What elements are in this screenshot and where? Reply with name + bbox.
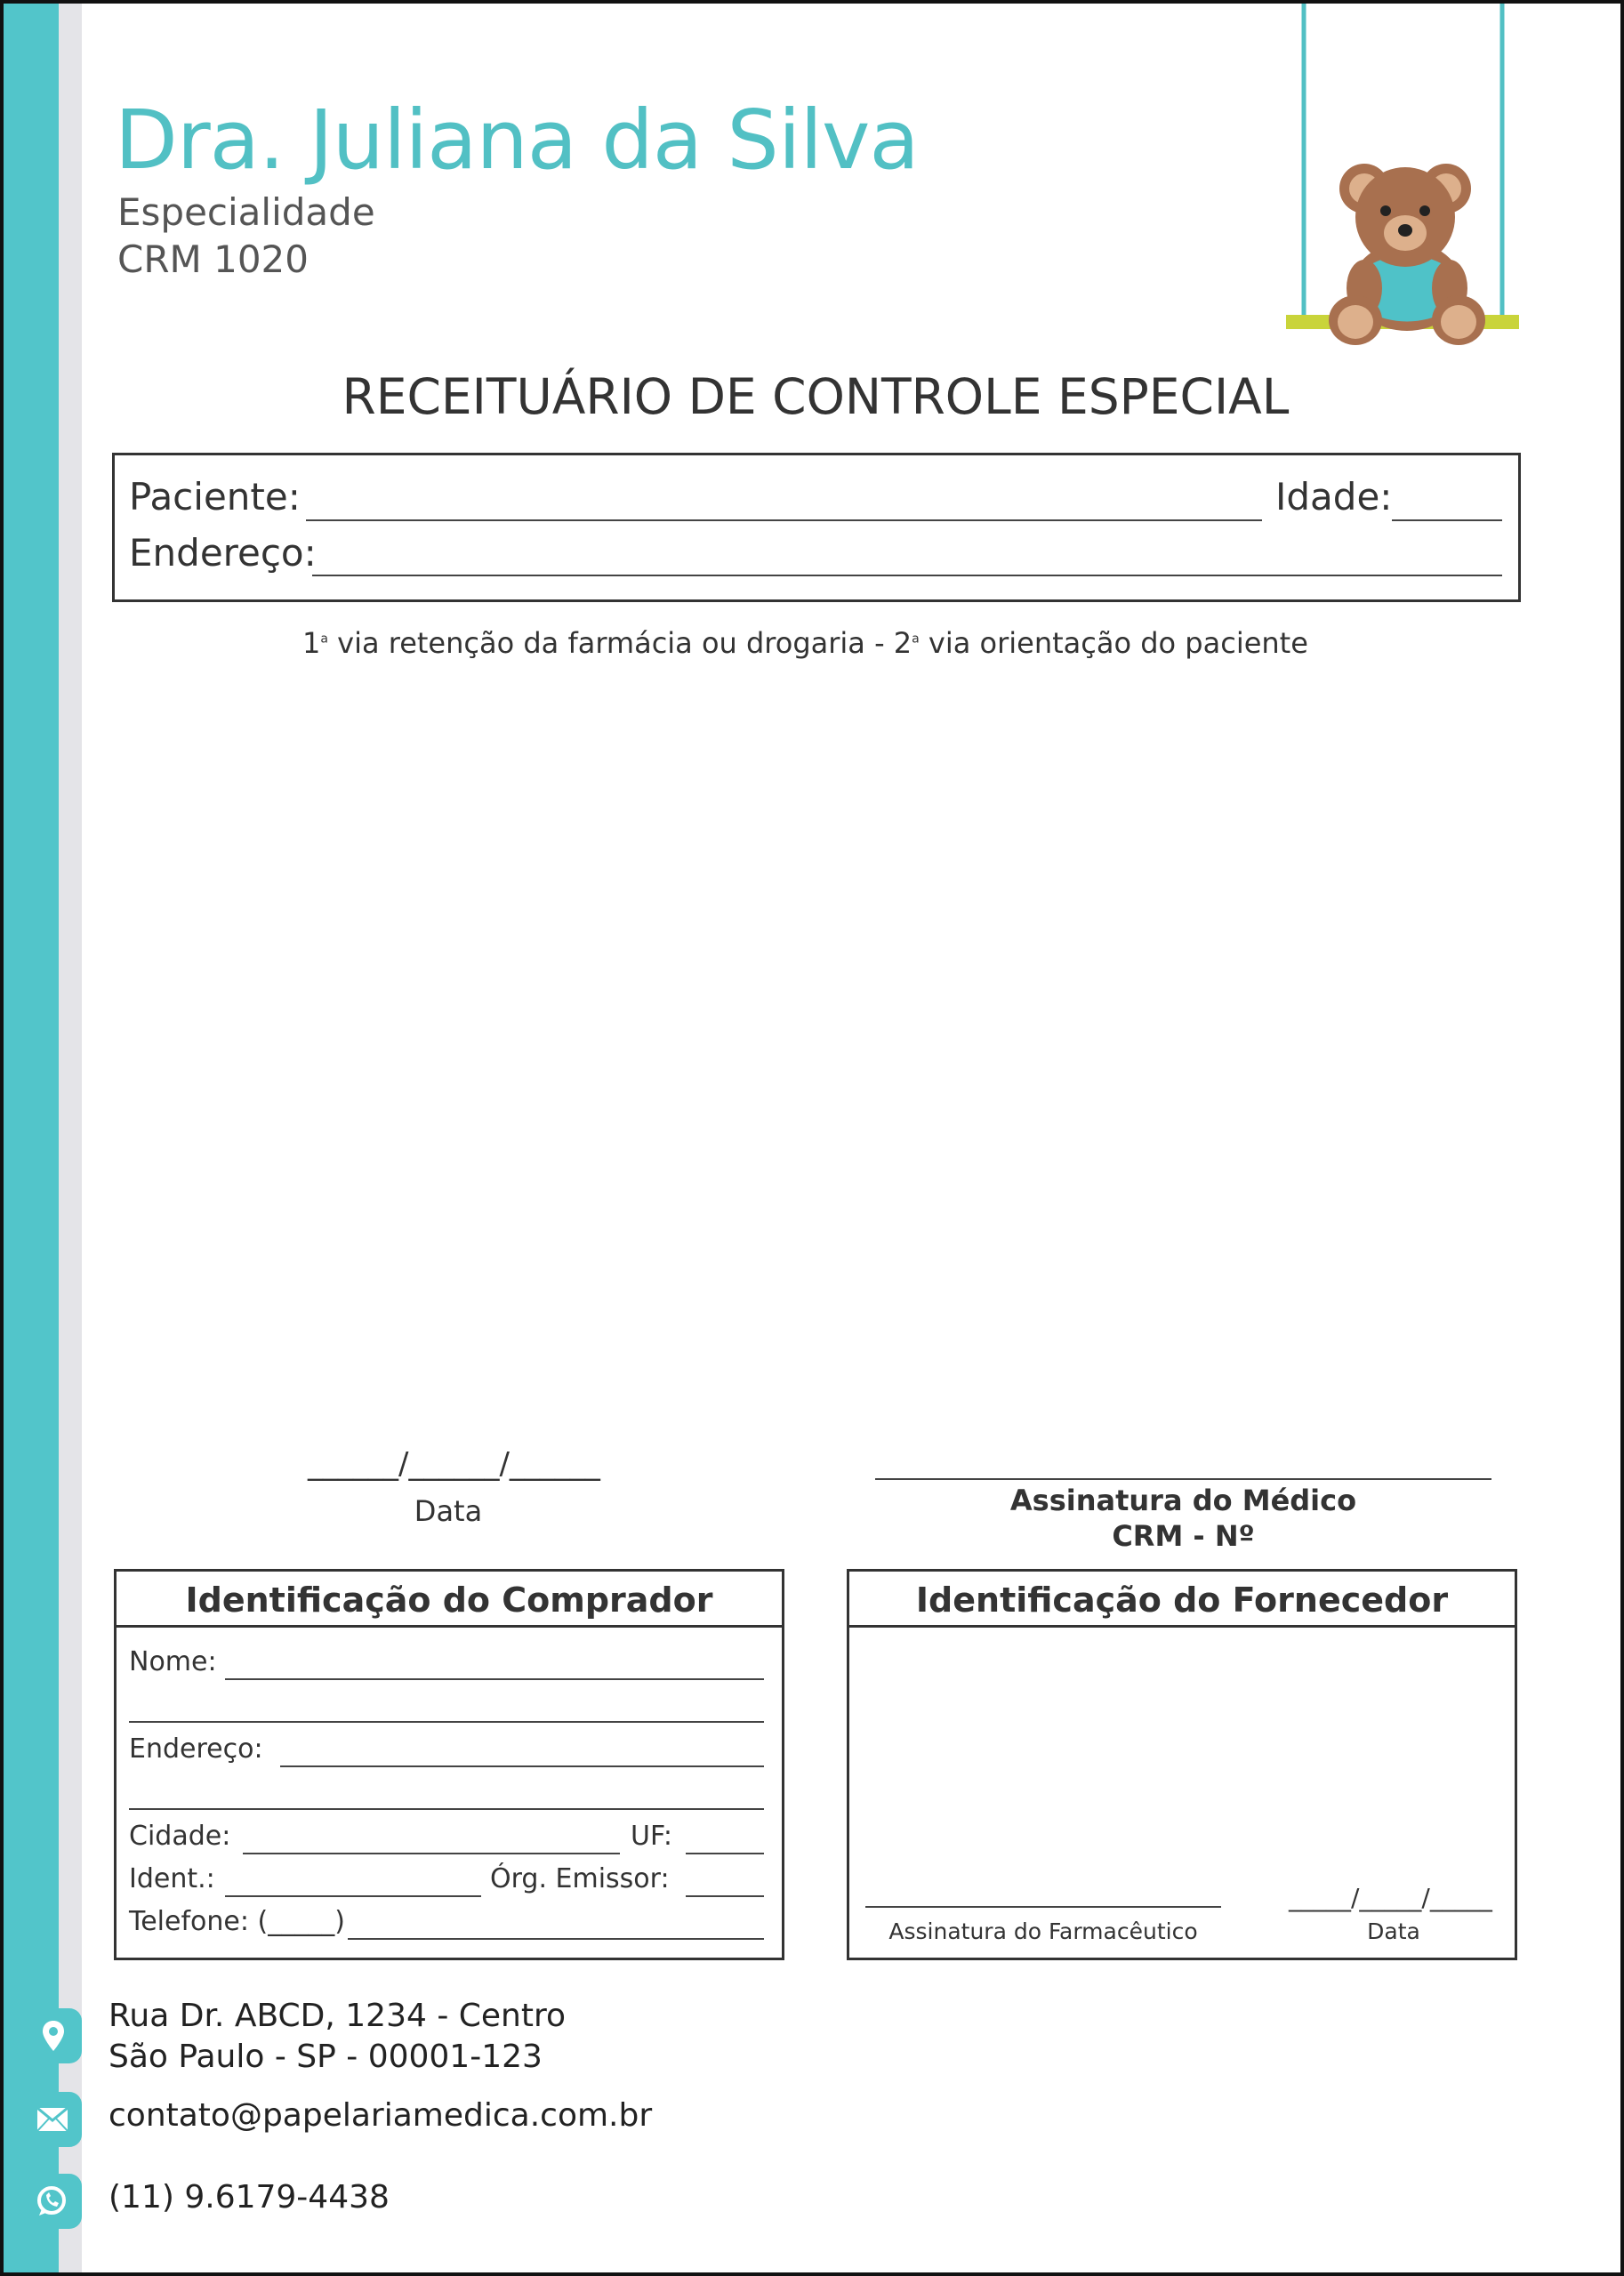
buyer-address-label: Endereço: <box>129 1733 263 1765</box>
via-note: 1$^a$ via retenção da farmácia ou drogaria - 2$^a$ via orientação do paciente <box>302 626 1308 660</box>
buyer-issuer-field[interactable] <box>686 1895 764 1897</box>
crm-label: CRM - Nº <box>1112 1519 1255 1553</box>
buyer-phone-label: Telefone: (_____) <box>129 1906 345 1937</box>
buyer-ident-field[interactable] <box>225 1895 481 1897</box>
prescription-area[interactable] <box>112 680 1521 1427</box>
buyer-uf-field[interactable] <box>686 1853 764 1854</box>
left-gray-stripe <box>59 4 82 2272</box>
supplier-divider <box>849 1625 1515 1628</box>
date-field[interactable]: ______/______/______ <box>308 1446 600 1482</box>
buyer-city-label: Cidade: <box>129 1821 231 1852</box>
buyer-title: Identificação do Comprador <box>185 1580 713 1620</box>
document-title: RECEITUÁRIO DE CONTROLE ESPECIAL <box>342 368 1290 425</box>
buyer-address-field[interactable] <box>280 1765 764 1767</box>
patient-address-field[interactable] <box>312 575 1502 576</box>
supplier-box <box>847 1569 1517 1960</box>
age-label: Idade: <box>1275 475 1393 519</box>
buyer-ident-label: Ident.: <box>129 1863 215 1894</box>
date-label: Data <box>414 1494 483 1528</box>
footer-address-line2: São Paulo - SP - 00001-123 <box>109 2039 543 2075</box>
buyer-uf-label: UF: <box>631 1821 672 1852</box>
email-tab <box>21 2092 82 2147</box>
buyer-name-field-2[interactable] <box>129 1721 764 1723</box>
envelope-icon <box>37 2108 68 2131</box>
footer-phone[interactable]: (11) 9.6179-4438 <box>109 2179 390 2216</box>
doctor-crm: CRM 1020 <box>117 237 309 281</box>
buyer-name-label: Nome: <box>129 1646 217 1677</box>
doctor-signature-label: Assinatura do Médico <box>1009 1484 1357 1517</box>
buyer-phone-field[interactable] <box>348 1938 764 1940</box>
patient-name-field[interactable] <box>306 519 1262 521</box>
pharmacist-signature-label: Assinatura do Farmacêutico <box>888 1918 1198 1944</box>
location-tab <box>21 2008 82 2063</box>
teddy-bear-swing-icon <box>1284 4 1524 359</box>
buyer-box <box>114 1569 784 1960</box>
patient-age-field[interactable] <box>1392 519 1502 521</box>
left-accent-stripe <box>4 4 59 2272</box>
footer-email[interactable]: contato@papelariamedica.com.br <box>109 2097 653 2134</box>
pharmacist-signature-line[interactable] <box>865 1906 1221 1908</box>
buyer-address-field-2[interactable] <box>129 1808 764 1810</box>
address-label: Endereço: <box>129 531 317 575</box>
buyer-divider <box>117 1625 782 1628</box>
supplier-date-label: Data <box>1367 1918 1420 1944</box>
patient-label: Paciente: <box>129 475 301 519</box>
whatsapp-icon <box>36 2185 68 2217</box>
supplier-title: Identificação do Fornecedor <box>915 1580 1449 1620</box>
patient-box <box>112 453 1521 602</box>
doctor-name: Dra. Juliana da Silva <box>115 92 919 188</box>
supplier-date-field[interactable]: _____/_____/_____ <box>1289 1883 1492 1912</box>
phone-tab <box>21 2174 82 2229</box>
doctor-signature-line[interactable] <box>875 1478 1491 1480</box>
location-pin-icon <box>43 2021 64 2051</box>
footer-address-line1: Rua Dr. ABCD, 1234 - Centro <box>109 1998 567 2034</box>
buyer-name-field[interactable] <box>225 1678 764 1680</box>
doctor-specialty: Especialidade <box>117 190 375 234</box>
buyer-issuer-label: Órg. Emissor: <box>490 1863 670 1894</box>
buyer-city-field[interactable] <box>243 1853 620 1854</box>
